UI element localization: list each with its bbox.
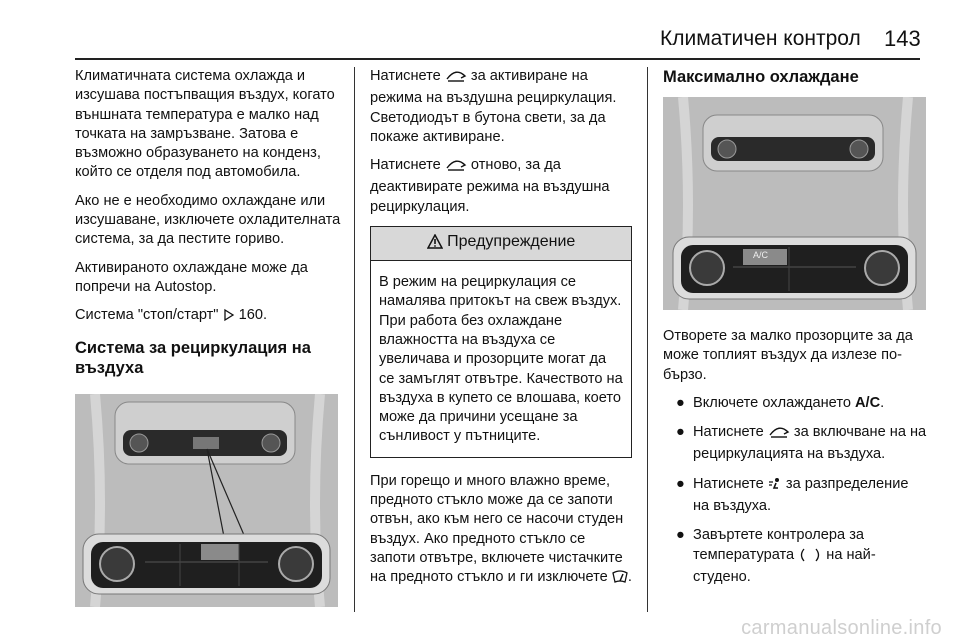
list-item bbox=[663, 526, 928, 587]
paragraph-activate-recirculation bbox=[370, 67, 632, 147]
recirculation-button-illustration bbox=[75, 394, 338, 607]
paragraph-cross-reference bbox=[75, 306, 343, 328]
bullet: ● bbox=[676, 527, 685, 544]
column-2 bbox=[370, 67, 632, 600]
paragraph-text: Натиснете bbox=[370, 157, 441, 174]
paragraph-deactivate-recirculation bbox=[370, 156, 632, 217]
section-heading-recirculation: Система за рециркулация на въздуха bbox=[75, 338, 311, 377]
column-divider-2 bbox=[647, 67, 648, 612]
air-distribution-icon bbox=[768, 477, 782, 497]
paragraph-text: При горещо и много влажно време, предното стъкло може да се запоти отвън, ако към него се насочи студен въздух. Ако предното стъкло се запоти отвътре, включете чистачките на предното стъкло и ги изключете bbox=[370, 472, 624, 586]
paragraph-text: отново, за да деактивирате режима на въздушна рециркулация. bbox=[370, 157, 610, 215]
paragraph-text: . bbox=[627, 569, 632, 586]
recirculation-icon bbox=[445, 69, 467, 89]
column-divider-1 bbox=[354, 67, 355, 612]
list-item-text: Натиснете bbox=[693, 424, 764, 441]
list-item bbox=[663, 423, 928, 465]
list-item bbox=[663, 394, 928, 413]
paragraph-fogging bbox=[370, 472, 632, 591]
windscreen-wiper-icon bbox=[612, 570, 628, 590]
header-rule bbox=[75, 58, 920, 60]
paragraph-text: за активиране на режима на въздушна рециркулация. Светодиодът в бутона свети, за да покаже активиране. bbox=[370, 68, 617, 145]
paragraph: Отворете за малко прозорците за да може топлият въздух да излезе по-бързо. bbox=[663, 328, 913, 383]
cross-reference-page: 160. bbox=[238, 307, 268, 324]
max-cooling-illustration bbox=[663, 97, 926, 310]
warning-text: В режим на рециркулация се намалява притокът на свеж въздух. При работа без охлаждане влажността на въздуха се увеличава и прозорците могат да се замъглят отвътре. Качеството на въздуха в купето се влошава, което може да причини усещане за сънливост у пътниците. bbox=[379, 274, 623, 445]
bullet: ● bbox=[676, 424, 685, 441]
list-item-text: . bbox=[880, 394, 885, 411]
warning-header bbox=[371, 227, 631, 261]
page-number: 143 bbox=[884, 26, 921, 51]
ac-code: A/C bbox=[855, 394, 881, 411]
recirculation-icon bbox=[768, 425, 790, 445]
list-item-text: на най-студено. bbox=[693, 546, 876, 585]
list-item-text: Завъртете контролера за температурата bbox=[693, 527, 865, 563]
list-item-text: Включете охлаждането bbox=[693, 394, 851, 411]
page-header-title: Климатичен контрол bbox=[660, 27, 861, 50]
warning-triangle-icon bbox=[427, 234, 443, 255]
warning-body bbox=[371, 261, 631, 457]
temperature-control-icon bbox=[798, 548, 822, 568]
list-item-text: Натиснете bbox=[693, 475, 764, 492]
bullet: ● bbox=[676, 394, 685, 411]
column-3 bbox=[663, 67, 928, 95]
warning-title: Предупреждение bbox=[447, 233, 576, 251]
bullet: ● bbox=[676, 475, 685, 492]
column-1 bbox=[75, 67, 343, 386]
instruction-list bbox=[663, 394, 928, 587]
column-3-lower bbox=[663, 327, 928, 597]
paragraph: Активираното охлаждане може да попречи на Autostop. bbox=[75, 259, 308, 295]
section-heading-max-cooling: Максимално охлаждане bbox=[663, 68, 859, 86]
recirculation-icon bbox=[445, 158, 467, 178]
ac-button-label: A/C bbox=[753, 250, 769, 260]
list-item bbox=[663, 475, 928, 517]
list-item-text: за разпределение на въздуха. bbox=[693, 475, 909, 515]
paragraph-text: Натиснете bbox=[370, 68, 441, 84]
watermark: carmanualsonline.info bbox=[741, 617, 942, 639]
paragraph: Климатичната система охлажда и изсушава постъпващия въздух, когато външната температура е малко над точката на замръзване. Затова е възможно образуването на конденз, който се отделя под автомобила. bbox=[75, 68, 335, 181]
warning-box bbox=[370, 226, 632, 458]
page-reference-arrow-icon bbox=[223, 308, 235, 328]
paragraph: Ако не е необходимо охлаждане или изсушаване, изключете охладителната система, за да пестите гориво. bbox=[75, 192, 341, 248]
cross-reference-text: Система "стоп/старт" bbox=[75, 307, 219, 324]
list-item-text: за включване на на рециркулацията на въздуха. bbox=[693, 424, 927, 463]
